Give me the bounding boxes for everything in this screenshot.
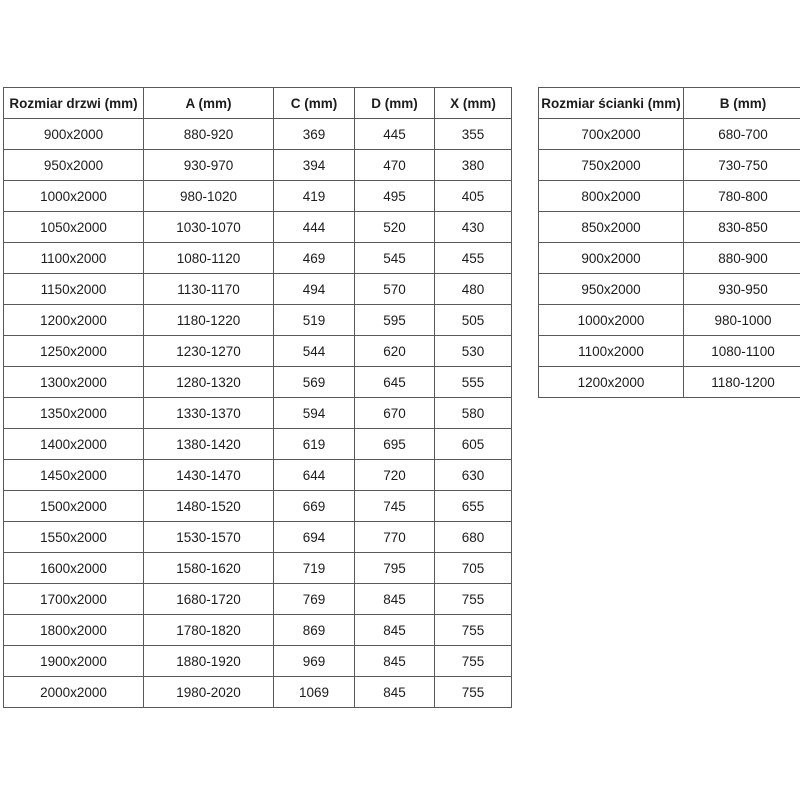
header-row [539, 88, 800, 119]
table-cell: 1600x2000 [4, 553, 144, 584]
table-cell: 969 [274, 646, 355, 677]
table-cell: 494 [274, 274, 355, 305]
table-row [4, 677, 512, 708]
table-row [539, 243, 800, 274]
table-cell: 980-1000 [684, 305, 800, 336]
table-cell: 1700x2000 [4, 584, 144, 615]
table-cell: 1080-1120 [144, 243, 274, 274]
table-cell: 419 [274, 181, 355, 212]
table-cell: 1680-1720 [144, 584, 274, 615]
table-cell: 1480-1520 [144, 491, 274, 522]
table-cell: 655 [435, 491, 512, 522]
table-cell: 480 [435, 274, 512, 305]
table-cell: 2000x2000 [4, 677, 144, 708]
table-cell: 594 [274, 398, 355, 429]
table-row [4, 243, 512, 274]
table-cell: 719 [274, 553, 355, 584]
column-header: X (mm) [435, 88, 512, 119]
table-cell: 619 [274, 429, 355, 460]
table-cell: 1150x2000 [4, 274, 144, 305]
table-cell: 694 [274, 522, 355, 553]
table-cell: 1530-1570 [144, 522, 274, 553]
table-cell: 1900x2000 [4, 646, 144, 677]
table-cell: 1980-2020 [144, 677, 274, 708]
table-cell: 680-700 [684, 119, 800, 150]
table-row [4, 460, 512, 491]
table-cell: 1400x2000 [4, 429, 144, 460]
table-row [4, 181, 512, 212]
table-row [539, 336, 800, 367]
table-cell: 1130-1170 [144, 274, 274, 305]
table-cell: 1069 [274, 677, 355, 708]
table-cell: 845 [355, 615, 435, 646]
table-cell: 930-970 [144, 150, 274, 181]
table-row [4, 646, 512, 677]
table-cell: 605 [435, 429, 512, 460]
table-cell: 720 [355, 460, 435, 491]
table-cell: 750x2000 [539, 150, 684, 181]
table-row [4, 553, 512, 584]
table-cell: 405 [435, 181, 512, 212]
table-cell: 1580-1620 [144, 553, 274, 584]
table-cell: 1100x2000 [539, 336, 684, 367]
table-cell: 900x2000 [539, 243, 684, 274]
table-cell: 580 [435, 398, 512, 429]
table-row [4, 584, 512, 615]
table-cell: 495 [355, 181, 435, 212]
table-cell: 930-950 [684, 274, 800, 305]
table-cell: 1180-1220 [144, 305, 274, 336]
table-row [4, 305, 512, 336]
table-cell: 520 [355, 212, 435, 243]
table-cell: 880-900 [684, 243, 800, 274]
table-cell: 980-1020 [144, 181, 274, 212]
table-row [4, 398, 512, 429]
table-cell: 1350x2000 [4, 398, 144, 429]
table-cell: 795 [355, 553, 435, 584]
table-row [539, 274, 800, 305]
table-row [539, 119, 800, 150]
table-cell: 705 [435, 553, 512, 584]
table-cell: 770 [355, 522, 435, 553]
table-cell: 545 [355, 243, 435, 274]
door-sizes-table [3, 87, 512, 708]
table-cell: 369 [274, 119, 355, 150]
table-cell: 355 [435, 119, 512, 150]
table-cell: 1200x2000 [539, 367, 684, 398]
table-cell: 1380-1420 [144, 429, 274, 460]
table-cell: 530 [435, 336, 512, 367]
table-cell: 1050x2000 [4, 212, 144, 243]
table-cell: 430 [435, 212, 512, 243]
table-cell: 569 [274, 367, 355, 398]
table-cell: 394 [274, 150, 355, 181]
table-cell: 1880-1920 [144, 646, 274, 677]
table-cell: 1180-1200 [684, 367, 800, 398]
table-cell: 1250x2000 [4, 336, 144, 367]
table-cell: 845 [355, 584, 435, 615]
table-cell: 555 [435, 367, 512, 398]
table-row [4, 274, 512, 305]
table-cell: 644 [274, 460, 355, 491]
table-cell: 769 [274, 584, 355, 615]
table-cell: 1100x2000 [4, 243, 144, 274]
table-cell: 800x2000 [539, 181, 684, 212]
table-row [539, 181, 800, 212]
table-row [4, 367, 512, 398]
table-cell: 1230-1270 [144, 336, 274, 367]
table-cell: 830-850 [684, 212, 800, 243]
table-cell: 595 [355, 305, 435, 336]
table-cell: 1080-1100 [684, 336, 800, 367]
table-row [539, 367, 800, 398]
table-cell: 755 [435, 615, 512, 646]
column-header: C (mm) [274, 88, 355, 119]
table-cell: 630 [435, 460, 512, 491]
table-cell: 445 [355, 119, 435, 150]
column-header: Rozmiar ścianki (mm) [539, 88, 684, 119]
table-cell: 1500x2000 [4, 491, 144, 522]
table-cell: 700x2000 [539, 119, 684, 150]
table-row [4, 429, 512, 460]
table-cell: 1030-1070 [144, 212, 274, 243]
table-cell: 519 [274, 305, 355, 336]
table-cell: 845 [355, 646, 435, 677]
table-cell: 544 [274, 336, 355, 367]
table-cell: 1280-1320 [144, 367, 274, 398]
table-cell: 669 [274, 491, 355, 522]
table-row [4, 212, 512, 243]
table-cell: 900x2000 [4, 119, 144, 150]
column-header: A (mm) [144, 88, 274, 119]
table-cell: 950x2000 [539, 274, 684, 305]
table-cell: 845 [355, 677, 435, 708]
table-cell: 470 [355, 150, 435, 181]
table-cell: 880-920 [144, 119, 274, 150]
column-header: D (mm) [355, 88, 435, 119]
table-cell: 444 [274, 212, 355, 243]
table-cell: 469 [274, 243, 355, 274]
table-cell: 1200x2000 [4, 305, 144, 336]
table-cell: 850x2000 [539, 212, 684, 243]
table-row [4, 522, 512, 553]
table-row [4, 615, 512, 646]
table-cell: 1000x2000 [4, 181, 144, 212]
table-cell: 755 [435, 584, 512, 615]
table-cell: 1000x2000 [539, 305, 684, 336]
table-cell: 1300x2000 [4, 367, 144, 398]
table-row [4, 491, 512, 522]
table-cell: 1330-1370 [144, 398, 274, 429]
table-cell: 380 [435, 150, 512, 181]
table-row [539, 305, 800, 336]
table-cell: 755 [435, 646, 512, 677]
table-row [4, 336, 512, 367]
table-cell: 1450x2000 [4, 460, 144, 491]
table-cell: 670 [355, 398, 435, 429]
table-cell: 780-800 [684, 181, 800, 212]
table-cell: 745 [355, 491, 435, 522]
table-row [539, 150, 800, 181]
table-cell: 755 [435, 677, 512, 708]
table-cell: 645 [355, 367, 435, 398]
wall-sizes-table [538, 87, 800, 398]
table-cell: 570 [355, 274, 435, 305]
table-cell: 695 [355, 429, 435, 460]
table-cell: 1430-1470 [144, 460, 274, 491]
table-cell: 1800x2000 [4, 615, 144, 646]
table-cell: 620 [355, 336, 435, 367]
table-cell: 950x2000 [4, 150, 144, 181]
table-cell: 1780-1820 [144, 615, 274, 646]
table-cell: 1550x2000 [4, 522, 144, 553]
table-cell: 455 [435, 243, 512, 274]
column-header: B (mm) [684, 88, 800, 119]
table-cell: 869 [274, 615, 355, 646]
table-cell: 505 [435, 305, 512, 336]
table-row [4, 119, 512, 150]
table-cell: 730-750 [684, 150, 800, 181]
column-header: Rozmiar drzwi (mm) [4, 88, 144, 119]
header-row [4, 88, 512, 119]
table-row [4, 150, 512, 181]
table-row [539, 212, 800, 243]
table-cell: 680 [435, 522, 512, 553]
